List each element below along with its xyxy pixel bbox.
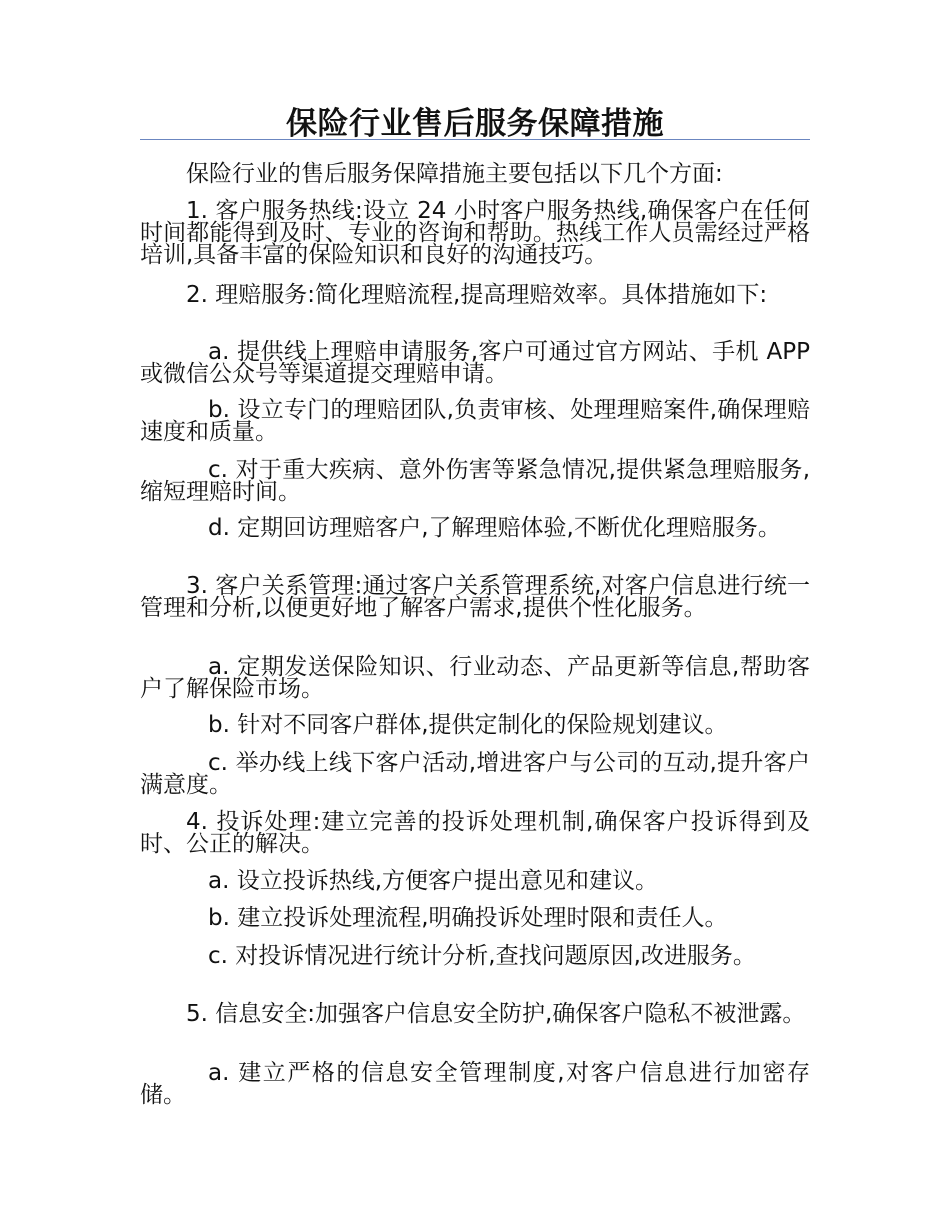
section-3-item-c: c. 举办线上线下客户活动,增进客户与公司的互动,提升客户满意度。 — [140, 750, 810, 798]
section-2-item-c: c. 对于重大疾病、意外伤害等紧急情况,提供紧急理赔服务,缩短理赔时间。 — [140, 457, 810, 505]
section-2-claims-service: 2. 理赔服务:简化理赔流程,提高理赔效率。具体措施如下: — [186, 282, 768, 308]
section-2-item-b: b. 设立专门的理赔团队,负责审核、处理理赔案件,确保理赔速度和质量。 — [140, 397, 810, 445]
section-1-customer-hotline: 1. 客户服务热线:设立 24 小时客户服务热线,确保客户在任何时间都能得到及时、专业的咨询和帮助。热线工作人员需经过严格培训,具备丰富的保险知识和良好的沟通技巧。 — [140, 198, 810, 268]
section-4-item-b: b. 建立投诉处理流程,明确投诉处理时限和责任人。 — [208, 905, 728, 931]
section-3-item-a: a. 定期发送保险知识、行业动态、产品更新等信息,帮助客户了解保险市场。 — [140, 654, 810, 702]
section-3-item-b: b. 针对不同客户群体,提供定制化的保险规划建议。 — [208, 712, 728, 738]
title-underline — [140, 139, 810, 140]
section-5-info-security: 5. 信息安全:加强客户信息安全防护,确保客户隐私不被泄露。 — [186, 1001, 806, 1027]
intro-paragraph: 保险行业的售后服务保障措施主要包括以下几个方面: — [186, 161, 723, 187]
section-3-crm: 3. 客户关系管理:通过客户关系管理系统,对客户信息进行统一管理和分析,以便更好地了解客户需求,提供个性化服务。 — [140, 573, 810, 621]
section-2-item-d: d. 定期回访理赔客户,了解理赔体验,不断优化理赔服务。 — [208, 515, 781, 541]
page-title: 保险行业售后服务保障措施 — [286, 106, 664, 142]
section-4-item-a: a. 设立投诉热线,方便客户提出意见和建议。 — [208, 868, 659, 894]
section-2-item-a: a. 提供线上理赔申请服务,客户可通过官方网站、手机 APP 或微信公众号等渠道提交理赔申请。 — [140, 339, 810, 387]
section-4-item-c: c. 对投诉情况进行统计分析,查找问题原因,改进服务。 — [208, 943, 756, 969]
section-5-item-a: a. 建立严格的信息安全管理制度,对客户信息进行加密存储。 — [140, 1060, 810, 1108]
section-4-complaints: 4. 投诉处理:建立完善的投诉处理机制,确保客户投诉得到及时、公正的解决。 — [140, 809, 810, 857]
